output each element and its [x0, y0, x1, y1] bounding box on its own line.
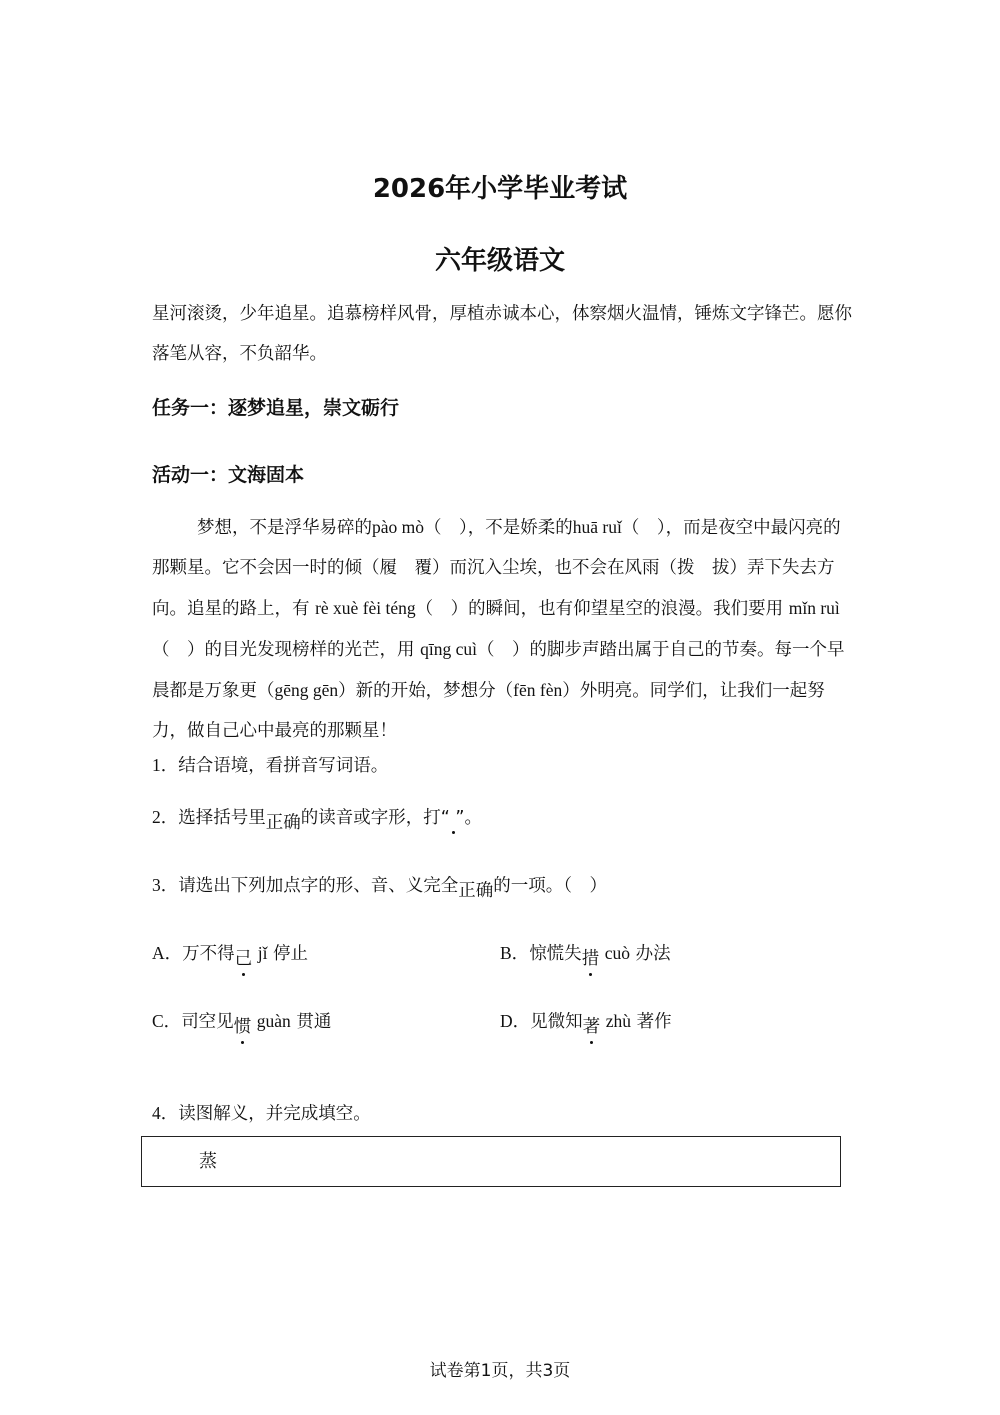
passage-text: （ ）的目光发现榜样的光芒，用: [152, 640, 415, 660]
exam-subtitle: 六年级语文: [434, 246, 565, 276]
option-d[interactable]: [500, 1008, 672, 1037]
option-pinyin: jǐ: [257, 943, 268, 963]
activity-heading: 活动一：文海固本: [152, 464, 305, 486]
question-text: 的一项。（ ）: [493, 876, 607, 896]
option-pinyin: cuò: [604, 943, 631, 963]
figure-box: [141, 1136, 841, 1187]
pinyin-text: fēn fèn: [513, 680, 563, 700]
option-meaning: 著作: [636, 1012, 672, 1032]
option-pinyin: guàn: [256, 1011, 291, 1031]
option-label: D．: [500, 1011, 531, 1031]
option-meaning: 停止: [273, 944, 309, 964]
question-1: [152, 752, 388, 777]
option-c[interactable]: [152, 1008, 332, 1037]
option-label: C．: [152, 1011, 182, 1031]
option-a[interactable]: [152, 940, 309, 969]
option-label: A．: [152, 943, 183, 963]
intro-paragraph: 星河滚烫，少年追星。追慕榜样风骨，厚植赤诚本心，体察烟火温情，锤炼文字锋芒。愿你落笔从容，不负韶华。: [152, 304, 852, 364]
task-heading: 任务一：逐梦追星，崇文砺行: [152, 397, 400, 419]
passage-text: （ ），而是夜空中最闪亮的那颗星。它不会因一时的倾（履 覆）而沉入尘埃，也不会在风雨（拨 拔）弄下失去方向。追星的路上，有: [152, 518, 841, 619]
question-text: ”。: [455, 808, 482, 828]
option-meaning: 办法: [635, 944, 671, 964]
pinyin-text: gēng gēn: [274, 680, 339, 700]
question-2: [152, 804, 482, 833]
box-character: 蒸: [199, 1151, 217, 1172]
passage-text: 梦想，不是浮华易碎的: [197, 518, 372, 538]
page-footer: 试卷第1页，共3页: [429, 1361, 571, 1381]
option-text: 万不得: [182, 944, 235, 964]
passage-text: ）外明亮。同学们，让我们一起努力，做自己心中最亮的那颗星！: [152, 681, 825, 741]
question-text: 请选出下列加点字的形、音、义完全: [178, 876, 459, 896]
question-number: 1．: [152, 755, 179, 775]
passage-text: （ ）的瞬间，也有仰望星空的浪漫。我们要用: [415, 599, 784, 619]
dotted-char: 著: [583, 1013, 601, 1038]
question-text: 结合语境，看拼音写词语。: [178, 756, 389, 776]
question-text: 的读音或字形，打“: [300, 808, 450, 828]
question-text-emphasis: 正确: [458, 881, 494, 901]
option-label: B．: [500, 943, 530, 963]
option-text: 惊慌失: [529, 944, 582, 964]
passage-text: ）新的开始，梦想分（: [338, 681, 514, 701]
pinyin-text: qīng cuì: [420, 639, 477, 659]
pinyin-text: rè xuè fèi téng: [315, 598, 416, 618]
dotted-char: 措: [582, 945, 600, 970]
pinyin-text: mǐn ruì: [788, 598, 840, 618]
dotted-char: 己: [235, 945, 253, 970]
pinyin-text: huā ruǐ: [572, 517, 622, 537]
question-number: 4．: [152, 1103, 179, 1123]
pinyin-text: pào mò: [372, 517, 425, 537]
dotted-char: 惯: [234, 1013, 252, 1038]
question-number: 2．: [152, 807, 179, 827]
option-text: 见微知: [530, 1012, 583, 1032]
question-text-emphasis: 正确: [265, 813, 301, 833]
exam-title: 2026年小学毕业考试: [372, 174, 628, 204]
option-text: 司空见: [181, 1012, 234, 1032]
passage-text: （ ），不是娇柔的: [424, 518, 573, 538]
dot-mark-symbol: [450, 808, 456, 828]
question-number: 3．: [152, 875, 179, 895]
question-text: 选择括号里: [178, 808, 266, 828]
question-4: [152, 1100, 371, 1125]
passage-paragraph: [152, 507, 852, 751]
passage-text: （ ）的脚步声踏出属于自己的节奏。每一个早晨都是万象更（: [152, 640, 845, 701]
question-3: [152, 872, 607, 901]
option-b[interactable]: [500, 940, 671, 969]
option-pinyin: zhù: [605, 1011, 631, 1031]
question-text: 读图解义，并完成填空。: [178, 1104, 371, 1124]
option-meaning: 贯通: [296, 1012, 332, 1032]
